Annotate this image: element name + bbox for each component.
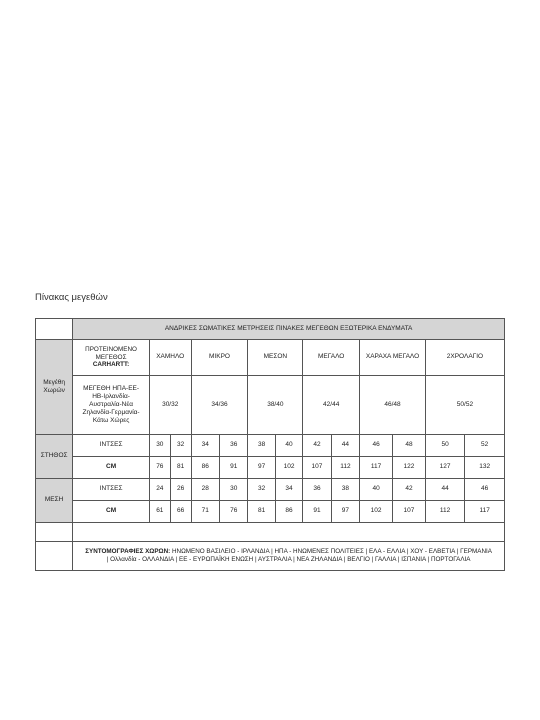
- waist-inches-cell: 32: [248, 479, 275, 501]
- blank-cell: [36, 523, 73, 542]
- size-header-xl: ΜΕΓΑΛΟ: [303, 340, 360, 376]
- waist-inches-cell: 44: [425, 479, 464, 501]
- country-size-value: 38/40: [248, 376, 303, 435]
- abbreviations-line-1: ΗΝΩΜΕΝΟ ΒΑΣΙΛΕΙΟ - ΙΡΛΑΝΔΙΑ | ΗΠΑ - ΗΝΩΜΕΝΕΣ ΠΟΛΙΤΕΙΕΣ | ΕΛΑ - ΕΛΛΙΑ | ΧΟΥ - ΕΛΒΕΤΙΑ | ΓΕΡΜΑΝΙΑ: [170, 548, 492, 556]
- country-abbreviations: [73, 542, 505, 571]
- size-header-s: ΧΑΜΗΛΟ: [149, 340, 191, 376]
- chest-cm-cell: 102: [275, 457, 302, 479]
- abbreviations-line-2: | Ολλανδία - ΟΛΛΑΝΔΙΑ | ΕΕ - ΕΥΡΩΠΑΪΚΗ ΕΝΩΣΗ | ΑΥΣΤΡΑΛΙΑ | ΝΕΑ ΖΗΛΑΝΔΙΑ | ΒΕΛΓΙΟ | ΓΑΛΛΙΑ | ΙΣΠΑΝΙΑ | ΠΟΡΤΟΓΑΛΙΑ: [106, 556, 471, 563]
- waist-inches-label: ΙΝΤΣΕΣ: [73, 479, 150, 501]
- blank-cell: [73, 523, 505, 542]
- chest-cm-cell: 86: [191, 457, 219, 479]
- country-size-value: 50/52: [425, 376, 504, 435]
- waist-cm-cell: 81: [248, 501, 275, 523]
- waist-cm-cell: 61: [149, 501, 170, 523]
- waist-inches-cell: 24: [149, 479, 170, 501]
- chest-cm-cell: 127: [425, 457, 464, 479]
- waist-inches-cell: 30: [220, 479, 248, 501]
- chest-cm-cell: 91: [220, 457, 248, 479]
- chest-inches-cell: 38: [248, 435, 275, 457]
- chest-inches-cell: 50: [425, 435, 464, 457]
- chest-cm-cell: 132: [465, 457, 505, 479]
- chest-cm-cell: 76: [149, 457, 170, 479]
- chest-cm-cell: 107: [303, 457, 331, 479]
- chest-cm-label: CM: [73, 457, 150, 479]
- waist-inches-cell: 38: [331, 479, 359, 501]
- waist-cm-cell: 86: [275, 501, 302, 523]
- chest-inches-cell: 42: [303, 435, 331, 457]
- waist-cm-cell: 91: [303, 501, 331, 523]
- size-header-m: ΜΙΚΡΟ: [191, 340, 248, 376]
- waist-cm-cell: 102: [360, 501, 393, 523]
- chest-cm-cell: 97: [248, 457, 275, 479]
- abbreviations-label: ΣΥΝΤΟΜΟΓΡΑΦΙΕΣ ΧΩΡΩΝ:: [85, 548, 171, 556]
- waist-cm-cell: 112: [425, 501, 464, 523]
- chest-inches-cell: 36: [220, 435, 248, 457]
- waist-inches-cell: 46: [465, 479, 505, 501]
- country-size-value: 34/36: [191, 376, 248, 435]
- chest-inches-cell: 52: [465, 435, 505, 457]
- chest-cm-cell: 112: [331, 457, 359, 479]
- chest-cm-cell: 81: [170, 457, 191, 479]
- size-header-3xl: 2ΧΡΟΛΑΓΙΟ: [425, 340, 504, 376]
- table-title: ΑΝΔΡΙΚΕΣ ΣΩΜΑΤΙΚΕΣ ΜΕΤΡΗΣΕΙΣ ΠΙΝΑΚΕΣ ΜΕΓΕΘΩΝ ΕΞΩΤΕΡΙΚΑ ΕΝΔΥΜΑΤΑ: [73, 319, 505, 340]
- chest-inches-label: ΙΝΤΣΕΣ: [73, 435, 150, 457]
- waist-cm-cell: 76: [220, 501, 248, 523]
- size-chart-table: [35, 318, 505, 571]
- chest-inches-cell: 32: [170, 435, 191, 457]
- waist-cm-cell: 117: [465, 501, 505, 523]
- waist-cm-label: CM: [73, 501, 150, 523]
- waist-inches-cell: 42: [393, 479, 426, 501]
- size-header-2xl: ΧΑΡΑΧΑ ΜΕΓΑΛΟ: [360, 340, 426, 376]
- waist-inches-cell: 26: [170, 479, 191, 501]
- country-size-value: 42/44: [303, 376, 360, 435]
- blank-cell: [36, 542, 73, 571]
- chest-label: ΣΤΗΘΟΣ: [36, 435, 73, 479]
- table-corner-cell: [36, 319, 73, 340]
- chest-cm-cell: 117: [360, 457, 393, 479]
- country-size-value: 30/32: [149, 376, 191, 435]
- country-size-value: 46/48: [360, 376, 426, 435]
- waist-inches-cell: 28: [191, 479, 219, 501]
- size-header-l: ΜΕΣΟΝ: [248, 340, 303, 376]
- waist-cm-cell: 71: [191, 501, 219, 523]
- waist-inches-cell: 34: [275, 479, 302, 501]
- country-sizes-label: Μεγέθη Χωρών: [36, 340, 73, 435]
- chest-inches-cell: 44: [331, 435, 359, 457]
- waist-cm-cell: 66: [170, 501, 191, 523]
- chest-inches-cell: 48: [393, 435, 426, 457]
- chest-inches-cell: 40: [275, 435, 302, 457]
- recommended-size-label: ΠΡΟΤΕΙΝΟΜΕΝΟ ΜΕΓΕΘΟΣ CARHARTT:: [73, 340, 150, 376]
- page-heading: Πίνακας μεγεθών: [35, 292, 108, 303]
- waist-cm-cell: 107: [393, 501, 426, 523]
- waist-cm-cell: 97: [331, 501, 359, 523]
- chest-cm-cell: 122: [393, 457, 426, 479]
- chest-inches-cell: 46: [360, 435, 393, 457]
- waist-inches-cell: 40: [360, 479, 393, 501]
- waist-inches-cell: 36: [303, 479, 331, 501]
- chest-inches-cell: 34: [191, 435, 219, 457]
- country-sizes-description: ΜΕΓΕΘΗ ΗΠΑ-ΕΕ- ΗΒ-Ιρλανδία- Αυστραλία-Νέα Ζηλανδία-Γερμανία- Κάτω Χώρες: [73, 376, 150, 435]
- chest-inches-cell: 30: [149, 435, 170, 457]
- waist-label: ΜΕΣΗ: [36, 479, 73, 523]
